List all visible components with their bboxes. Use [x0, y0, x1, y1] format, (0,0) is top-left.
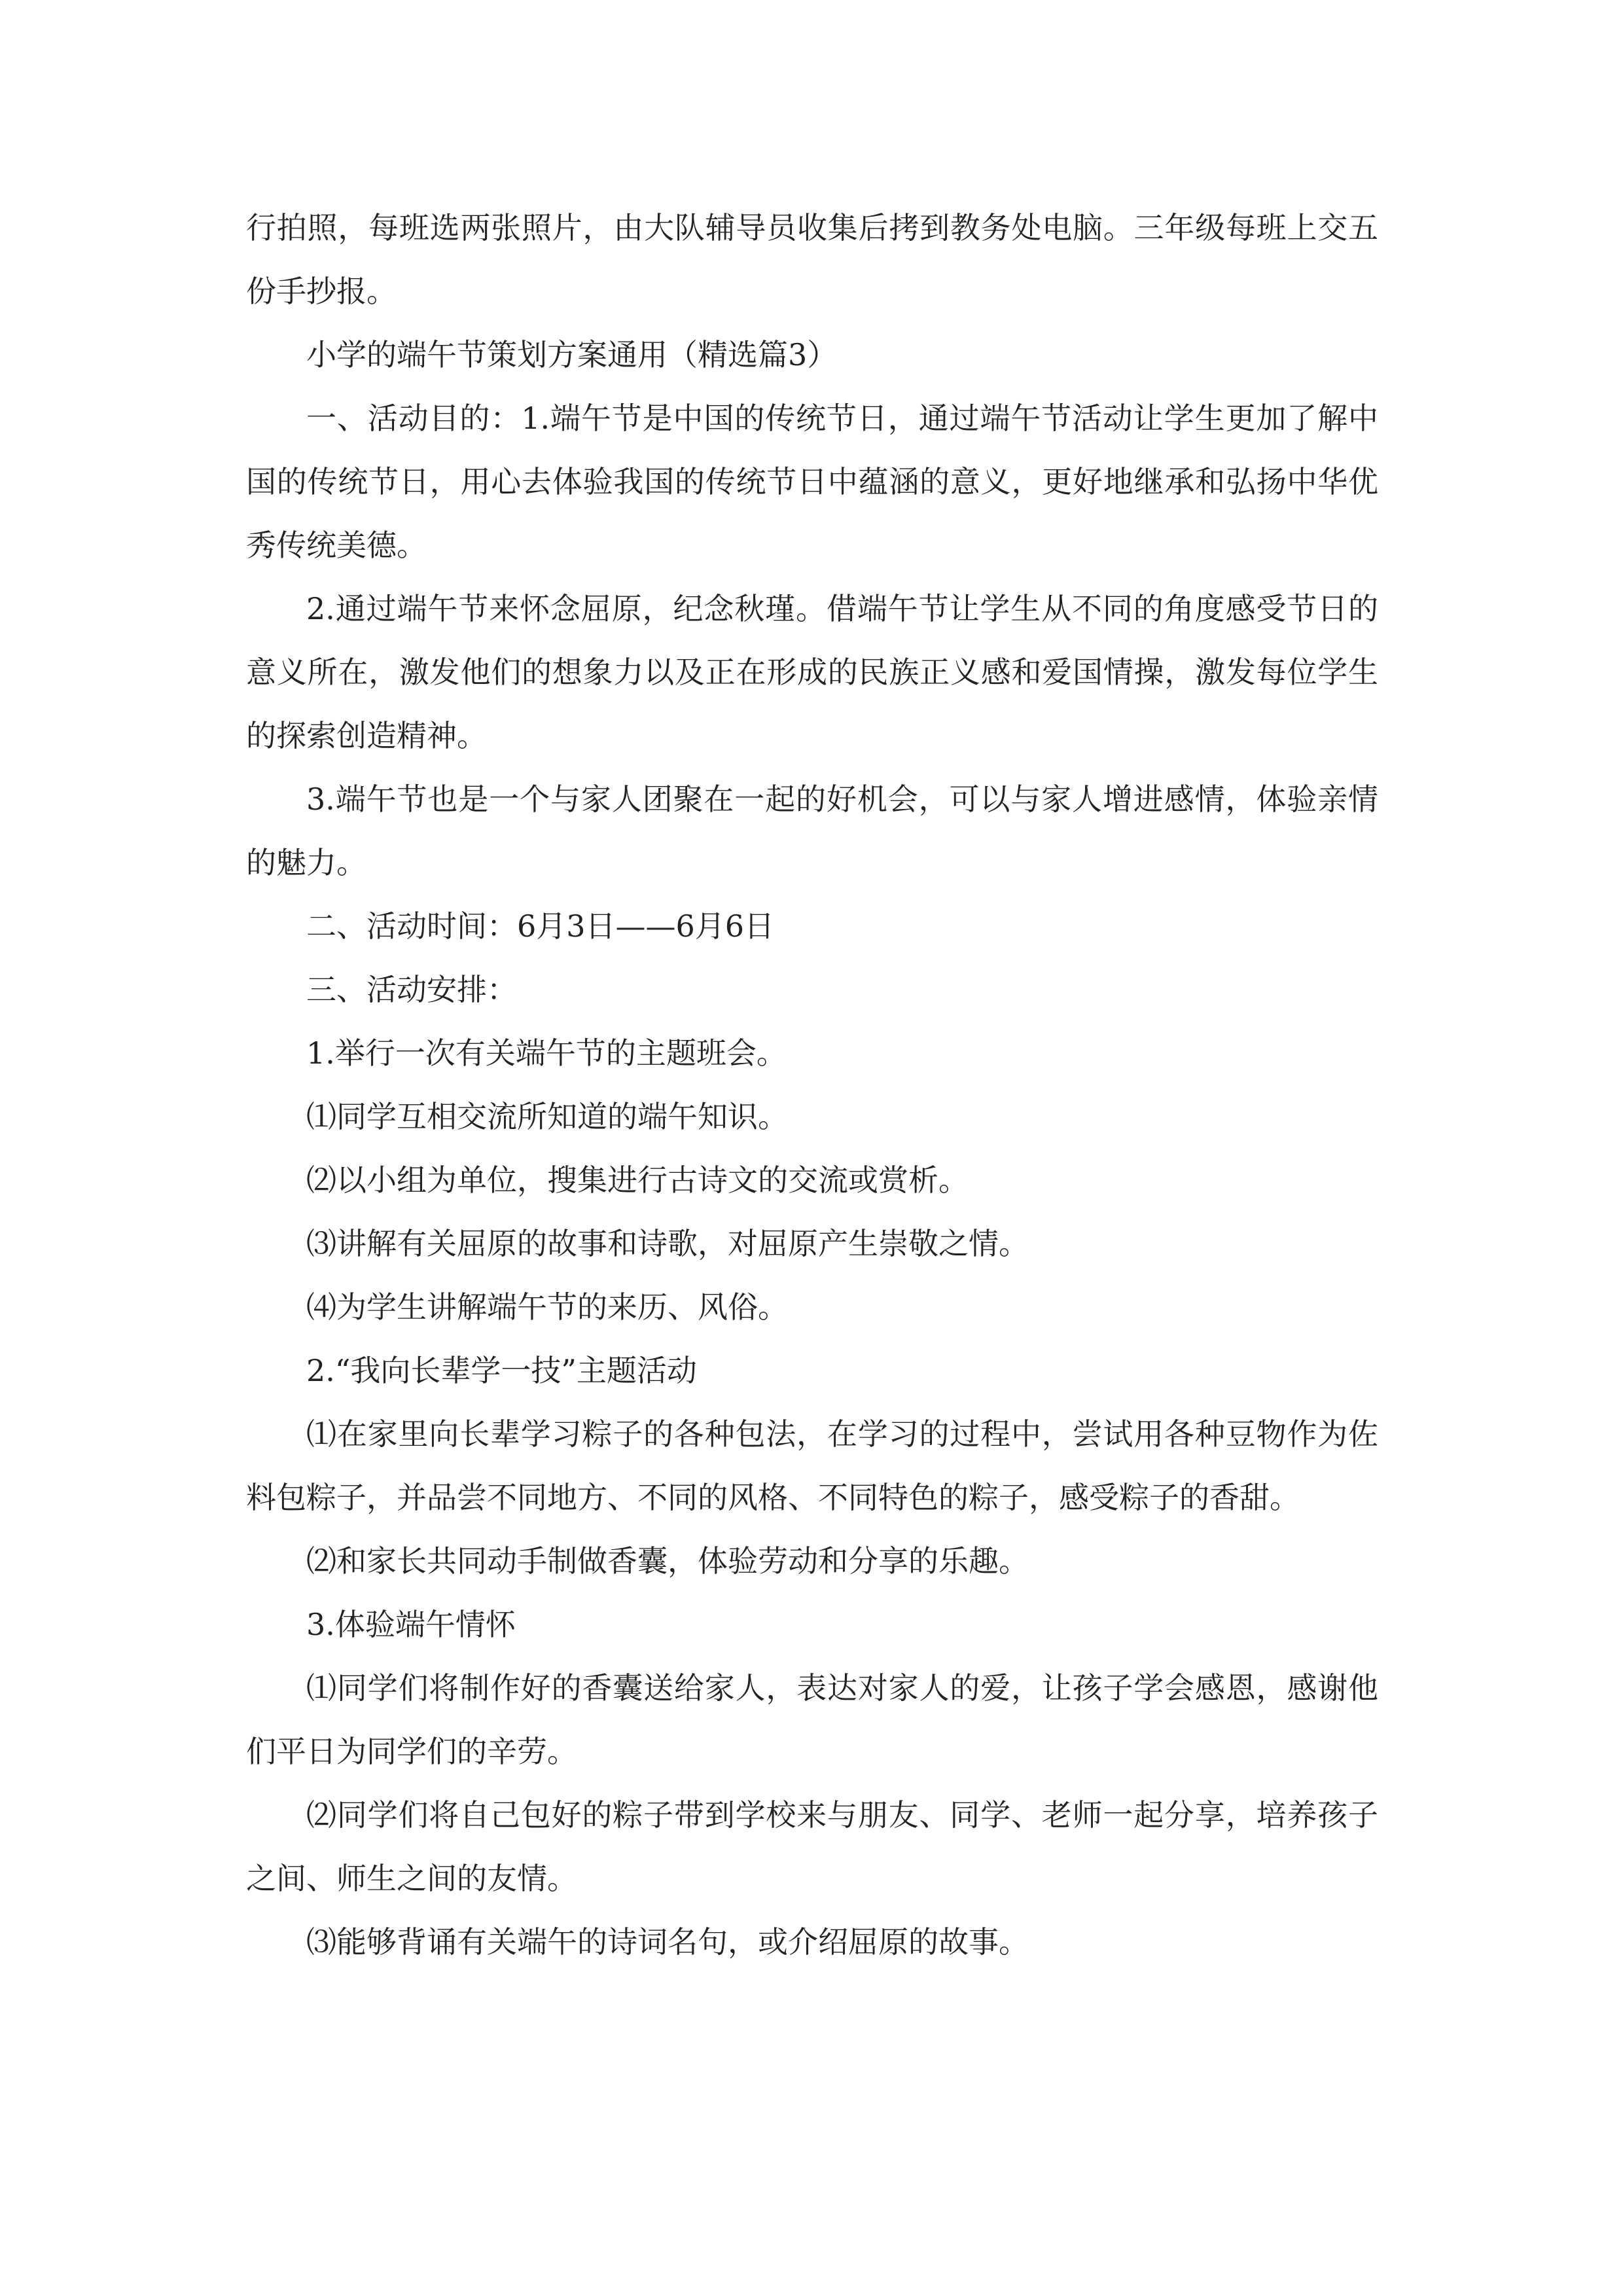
paragraph-item-3-3: ⑶能够背诵有关端午的诗词名句，或介绍屈原的故事。 — [306, 1924, 1029, 1960]
paragraph-item-1-2: ⑵以小组为单位，搜集进行古诗文的交流或赏析。 — [306, 1162, 969, 1198]
paragraph-item-2: 2.“我向长辈学一技”主题活动 — [306, 1353, 697, 1388]
paragraph-item-1-3: ⑶讲解有关屈原的故事和诗歌，对屈原产生崇敬之情。 — [306, 1226, 1029, 1261]
paragraph-item-3-1: ⑴同学们将制作好的香囊送给家人，表达对家人的爱，让孩子学会感恩，感谢他们平日为同学们的辛劳。 — [246, 1670, 1378, 1769]
document-body — [246, 196, 1378, 1974]
section-title: 小学的端午节策划方案通用（精选篇3） — [306, 337, 838, 372]
paragraph-continued: 行拍照，每班选两张照片，由大队辅导员收集后拷到教务处电脑。三年级每班上交五份手抄报。 — [246, 210, 1378, 309]
paragraph-item-1-1: ⑴同学互相交流所知道的端午知识。 — [306, 1099, 788, 1134]
paragraph-arrangement-heading: 三、活动安排： — [306, 972, 517, 1007]
paragraph-item-2-1: ⑴在家里向长辈学习粽子的各种包法，在学习的过程中，尝试用各种豆物作为佐料包粽子，并品尝不同地方、不同的风格、不同特色的粽子，感受粽子的香甜。 — [246, 1416, 1378, 1515]
paragraph-purpose-3: 3.端午节也是一个与家人团聚在一起的好机会，可以与家人增进感情，体验亲情的魅力。 — [246, 781, 1378, 880]
paragraph-item-3: 3.体验端午情怀 — [306, 1607, 516, 1642]
paragraph-item-3-2: ⑵同学们将自己包好的粽子带到学校来与朋友、同学、老师一起分享，培养孩子之间、师生之间的友情。 — [246, 1797, 1378, 1896]
paragraph-purpose-1: 一、活动目的：1.端午节是中国的传统节日，通过端午节活动让学生更加了解中国的传统节日，用心去体验我国的传统节日中蕴涵的意义，更好地继承和弘扬中华优秀传统美德。 — [246, 401, 1378, 563]
paragraph-item-1-4: ⑷为学生讲解端午节的来历、风俗。 — [306, 1289, 788, 1325]
paragraph-purpose-2: 2.通过端午节来怀念屈原，纪念秋瑾。借端午节让学生从不同的角度感受节日的意义所在，激发他们的想象力以及正在形成的民族正义感和爱国情操，激发每位学生的探索创造精神。 — [246, 591, 1378, 753]
paragraph-item-2-2: ⑵和家长共同动手制做香囊，体验劳动和分享的乐趣。 — [306, 1543, 1029, 1579]
paragraph-item-1: 1.举行一次有关端午节的主题班会。 — [306, 1035, 787, 1071]
paragraph-time: 二、活动时间：6月3日——6月6日 — [306, 908, 775, 944]
